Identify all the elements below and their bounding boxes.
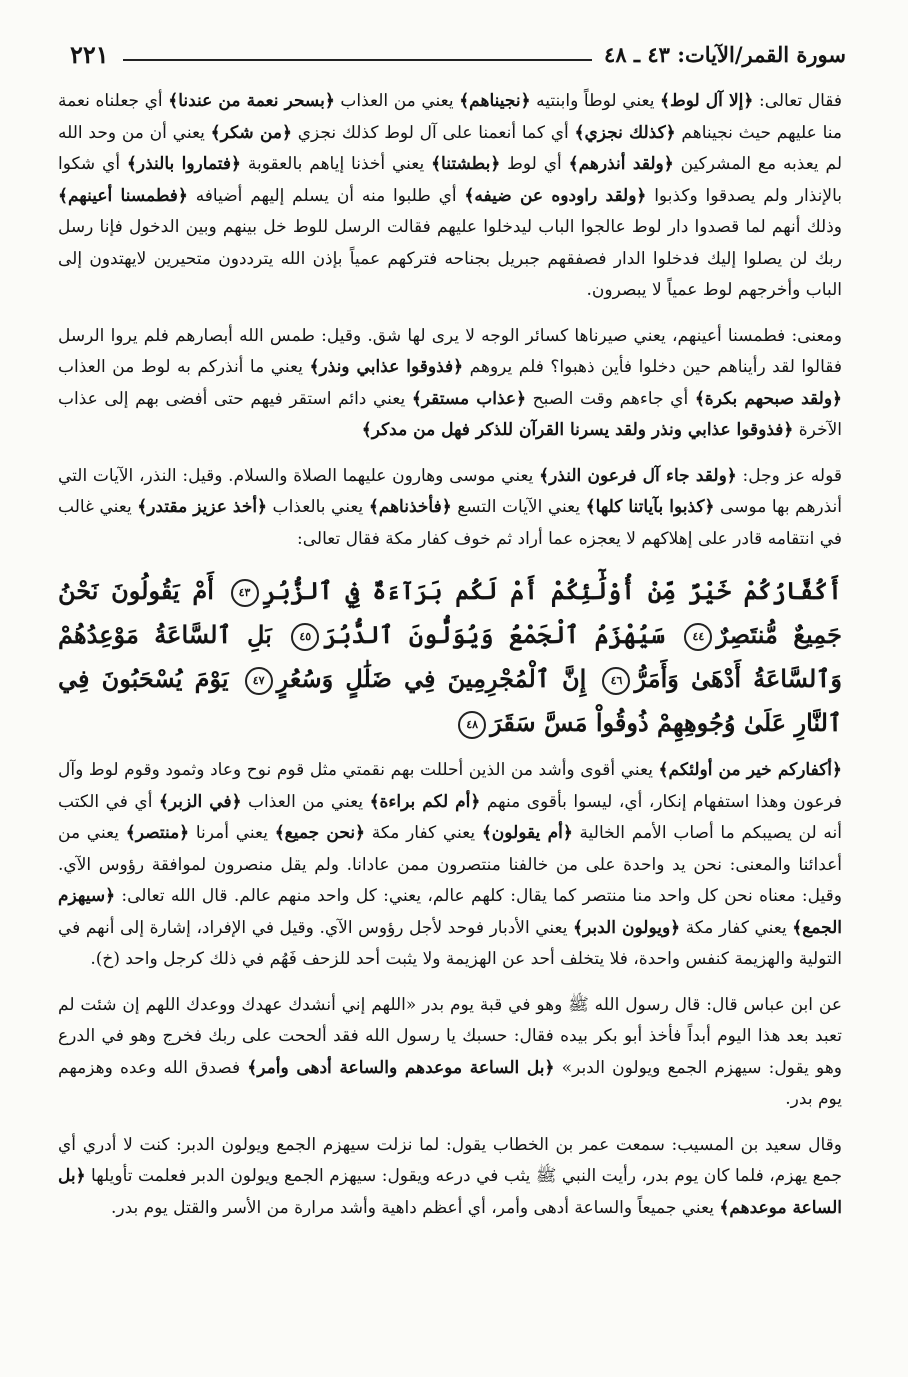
paragraph-4 bbox=[58, 755, 842, 976]
quote: ﴿ولقد راودوه عن ضيفه﴾ bbox=[464, 185, 647, 206]
quote: ﴿إلا آل لوط﴾ bbox=[660, 91, 754, 111]
text: أي جعلناه نعمة منا عليهم حيث نجيناهم bbox=[58, 91, 842, 143]
page-number: ٢٢١ bbox=[70, 39, 109, 69]
verse-46: بَلِ ٱلسَّاعَةُ مَوْعِدُهُمْ وَٱلسَّاعَةُ أَدْهَىٰ وَأَمَرُّ bbox=[58, 620, 842, 693]
paragraph-6 bbox=[58, 1130, 842, 1225]
text: يعني أن من وحد الله لم يعذبه مع المشركين bbox=[58, 122, 843, 174]
verse-44: أَمْ يَقُولُونَ نَحْنُ جَمِيعٌ مُّنتَصِرٌ bbox=[58, 576, 842, 649]
text: وذلك أنهم لما قصدوا دار لوط عالجوا الباب ليدخلوا عليهم فقالت الرسل للوط خل بينهم وبين الدخول فإنا رسل ربك لن يصلوا إليك فدخلوا الدار فصفقهم جبريل بجناحه فتركهم عمياً بإذن الله يترددون متحيرين لايهتدون إلى الباب وأخرجهم لوط عمياً لا يبصرون. bbox=[58, 217, 842, 300]
quote: ﴿كذبوا بآياتنا كلها﴾ bbox=[585, 497, 715, 517]
quote: ﴿فذوقوا عذابي ونذر ولقد يسرنا القرآن للذكر فهل من مدكر﴾ bbox=[361, 420, 794, 440]
quote: ﴿منتصر﴾ bbox=[125, 823, 190, 843]
ayah-number-44: ٤٤ bbox=[684, 623, 712, 651]
text: فقال تعالى: bbox=[753, 91, 843, 111]
text: يعني موسى وهارون عليهما الصلاة والسلام. وقيل: النذر، الآيات التي أنذرهم بها موسى bbox=[58, 465, 842, 517]
paragraph-5 bbox=[58, 990, 842, 1116]
quote: ﴿بطشتنا﴾ bbox=[431, 154, 501, 174]
quote: ﴿بل الساعة موعدهم والساعة أدهى وأمر﴾ bbox=[247, 1057, 555, 1078]
quote: ﴿نحن جميع﴾ bbox=[274, 823, 366, 843]
ayah-number-47: ٤٧ bbox=[245, 667, 273, 695]
quote: ﴿ويولون الدبر﴾ bbox=[573, 917, 681, 938]
quote: ﴿عذاب مستقر﴾ bbox=[411, 388, 527, 409]
text: يعني جميعاً والساعة أدهى وأمر، أي أعظم داهية وأشد مرارة من الأسر والقتل يوم بدر. bbox=[110, 1197, 720, 1218]
quote: ﴿أم يقولون﴾ bbox=[481, 823, 573, 843]
quote: ﴿ولقد جاء آل فرعون النذر﴾ bbox=[539, 465, 737, 486]
text: يعني ما أنذركم به لوط من العذاب bbox=[58, 357, 310, 377]
verse-43: أَكُفَّارُكُمْ خَيْرٌ مِّنْ أُوْلَٰٓئِكُمْ أَمْ لَكُم بَرَآءَةٌ فِي ٱلزُّبُرِ bbox=[262, 576, 842, 605]
quote: ﴿من شكر﴾ bbox=[210, 122, 292, 143]
header-rule bbox=[123, 59, 592, 61]
text: أي لوط bbox=[500, 154, 569, 174]
quran-verses bbox=[58, 569, 842, 745]
quote: ﴿نجيناهم﴾ bbox=[459, 91, 531, 111]
quote: ﴿فأخذناهم﴾ bbox=[368, 497, 452, 517]
quote: ﴿ولقد صبحهم بكرة﴾ bbox=[694, 388, 842, 409]
quote: ﴿بسحر نعمة من عندنا﴾ bbox=[168, 91, 335, 111]
text: ومعنى: فطمسنا أعينهم، يعني صيرناها كسائر الوجه لا يرى لها شق. وقيل: طمس الله أبصارهم فلم يروا الرسل فقالوا لقد رأيناهم حين دخلوا فأين ذهبوا؟ فلم يروهم bbox=[58, 325, 842, 377]
text: يعني من أعدائنا والمعنى: نحن يد واحدة على من خالفنا منتصرون ممن عادانا. ولم يقل منصرون لموافقة رؤوس الآي. وقيل: معناه نحن كل واحد منا منتصر كما يقال: كلهم عالم، يعني: كل واحد منهم عالم. قال الله تعالى: bbox=[58, 823, 842, 906]
quote: ﴿كذلك نجزي﴾ bbox=[574, 122, 676, 143]
text: يعني من العذاب bbox=[334, 91, 460, 111]
text: يعني كفار مكة bbox=[365, 823, 482, 843]
quote: ﴿فطمسنا أعينهم﴾ bbox=[58, 185, 188, 206]
quote: ﴿سيهزم الجمع﴾ bbox=[58, 886, 842, 938]
verse-48: يَوْمَ يُسْحَبُونَ فِي ٱلنَّارِ عَلَىٰ وُجُوهِهِمْ ذُوقُواْ مَسَّ سَقَرَ bbox=[58, 664, 842, 737]
quote: ﴿أكفاركم خير من أولئكم﴾ bbox=[658, 760, 842, 780]
ayah-number-48: ٤٨ bbox=[458, 711, 486, 739]
text: يعني دائم استقر فيهم حتى أفضى بهم إلى عذاب الآخرة bbox=[58, 388, 842, 440]
text: يعني من العذاب bbox=[241, 791, 370, 812]
page-body bbox=[58, 86, 842, 1238]
text: يعني غالب في انتقامه قادر على إهلاكهم لا يعجزه عما أراد ثم خوف كفار مكة فقال تعالى: bbox=[58, 497, 842, 549]
quote: ﴿بل الساعة موعدهم﴾ bbox=[58, 1166, 842, 1218]
verse-47: إِنَّ ٱلْمُجْرِمِينَ فِي ضَلَٰلٍ وَسُعُرٍ bbox=[276, 664, 587, 693]
text: أي طلبوا منه أن يسلم إليهم أضيافه bbox=[187, 185, 465, 206]
text: يعني لوطاً وابنتيه bbox=[530, 91, 661, 111]
paragraph-1 bbox=[58, 86, 842, 307]
text: وقال سعيد بن المسيب: سمعت عمر بن الخطاب يقول: لما نزلت سيهزم الجمع ويولون الدبر: كنت لا أدري أي جمع يهزم، فلما كان يوم بدر، رأيت النبي ﷺ يثب في درعه ويقول: سيهزم الجمع ويولون الدبر فعلمت تأويلها bbox=[58, 1134, 842, 1186]
text: عن ابن عباس قال: قال رسول الله ﷺ وهو في قبة يوم بدر «اللهم إني أنشدك عهدك ووعدك اللهم إن شئت لم تعبد بعد هذا اليوم أبداً فأخذ أبو بكر بيده فقال: حسبك يا رسول الله فقد ألححت على ربك فخرج وهو في الدرع وهو يقول: سيهزم الجمع ويولون الدبر» bbox=[58, 994, 842, 1078]
ayah-number-46: ٤٦ bbox=[602, 667, 630, 695]
text: أي في الكتب أنه لن يصيبكم ما أصاب الأمم الخالية bbox=[58, 791, 842, 843]
surah-title: سورة القمر/الآيات: ٤٣ ـ ٤٨ bbox=[604, 41, 846, 67]
text: يعني أخذنا إياهم بالعقوبة bbox=[241, 154, 432, 174]
quote: ﴿فتماروا بالنذر﴾ bbox=[126, 154, 241, 174]
page-header bbox=[70, 34, 846, 74]
text: يعني كفار مكة bbox=[680, 917, 793, 938]
text: فصدق الله وعده وهزمهم يوم بدر. bbox=[58, 1057, 842, 1109]
text: يعني الأدبار فوحد لأجل رؤوس الآي. وقيل في الإفراد، إشارة إلى أنهم في التولية والهزيمة كنفس واحدة، فلا يتخلف أحد عن الهزيمة ولا يثبت أحد للزحف فَهُم في ذلك كرجل واحد (خ). bbox=[58, 917, 842, 969]
paragraph-3 bbox=[58, 461, 842, 556]
text: يعني بالعذاب bbox=[267, 497, 369, 517]
text: أي كما أنعمنا على آل لوط كذلك نجزي bbox=[291, 122, 575, 143]
text: أي جاءهم وقت الصبح bbox=[526, 388, 695, 409]
quote: ﴿أخذ عزيز مقتدر﴾ bbox=[137, 497, 268, 517]
quote: ﴿في الزبر﴾ bbox=[158, 791, 242, 812]
text: يعني أقوى وأشد من الذين أحللت بهم نقمتي مثل قوم نوح وعاد وثمود وقوم لوط وآل فرعون وهذا استفهام إنكار، أي، ليسوا بأقوى منهم bbox=[58, 760, 843, 812]
quote: ﴿ولقد أنذرهم﴾ bbox=[568, 154, 674, 174]
text: يعني الآيات التسع bbox=[451, 497, 586, 517]
verse-45: سَيُهْزَمُ ٱلْجَمْعُ وَيُوَلُّونَ ٱلدُّبُرَ bbox=[323, 620, 665, 649]
quote: ﴿فذوقوا عذابي ونذر﴾ bbox=[309, 357, 464, 377]
text: أي شكوا بالإنذار ولم يصدقوا وكذبوا bbox=[58, 154, 842, 206]
paragraph-2 bbox=[58, 321, 842, 447]
quote: ﴿أم لكم براءة﴾ bbox=[369, 791, 481, 812]
ayah-number-45: ٤٥ bbox=[291, 623, 319, 651]
ayah-number-43: ٤٣ bbox=[231, 579, 259, 607]
text: يعني أمرنا bbox=[189, 823, 275, 843]
text: قوله عز وجل: bbox=[736, 465, 842, 486]
